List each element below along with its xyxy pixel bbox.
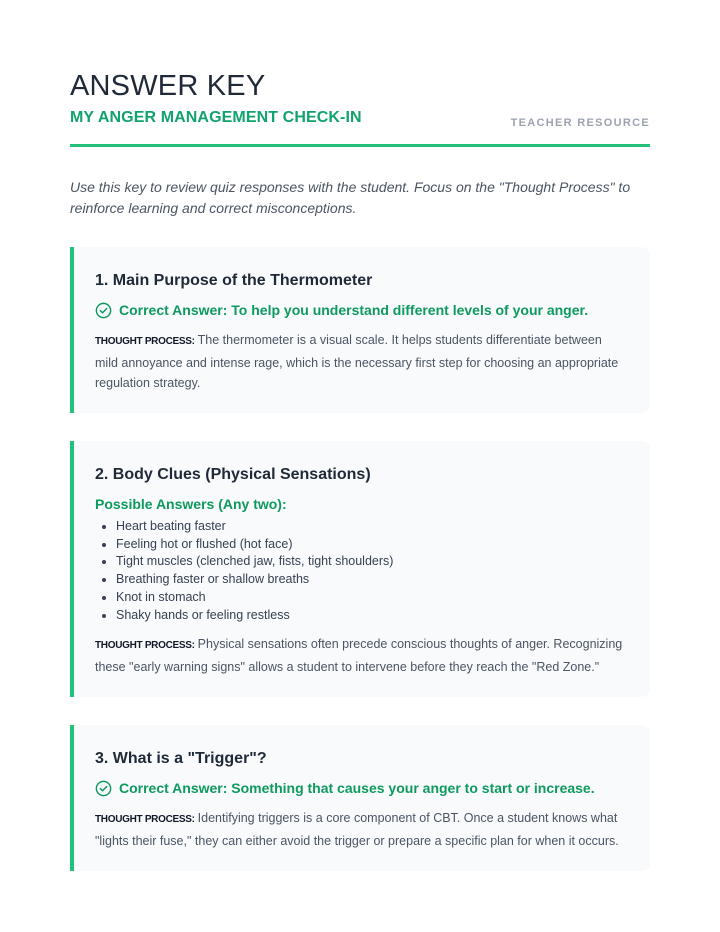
question-card-2 <box>70 441 650 697</box>
resource-tag: TEACHER RESOURCE <box>510 117 650 129</box>
correct-answer <box>95 301 588 319</box>
page-title: ANSWER KEY <box>70 70 266 102</box>
possible-answers-label: Possible Answers (Any two): <box>95 496 287 512</box>
thought-process-label: THOUGHT PROCESS: <box>95 336 195 347</box>
question-title: 2. Body Clues (Physical Sensations) <box>95 466 371 483</box>
page-subtitle: MY ANGER MANAGEMENT CHECK-IN <box>70 109 362 126</box>
thought-process-text: Identifying triggers is a core component of CBT. Once a student knows what "lights their fuse," they can either avoid the trigger or prepare a specific plan for when it occurs. <box>95 811 619 848</box>
thought-process-label: THOUGHT PROCESS: <box>95 814 195 825</box>
list-item: Breathing faster or shallow breaths <box>95 571 625 589</box>
check-circle-icon <box>95 302 112 319</box>
body-clues-list <box>95 518 625 624</box>
check-circle-icon <box>95 780 112 797</box>
thought-process <box>95 808 625 851</box>
question-card-1 <box>70 247 650 413</box>
correct-answer-text: Correct Answer: To help you understand different levels of your anger. <box>119 302 589 318</box>
thought-process-text: The thermometer is a visual scale. It helps students differentiate between mild annoyance and intense rage, which is the necessary first step for choosing an appropriate regulation strategy. <box>95 333 619 390</box>
correct-answer-text: Correct Answer: Something that causes your anger to start or increase. <box>119 780 595 796</box>
question-title: 3. What is a "Trigger"? <box>95 750 267 767</box>
list-item: Feeling hot or flushed (hot face) <box>95 536 625 554</box>
list-item: Knot in stomach <box>95 589 625 607</box>
list-item: Heart beating faster <box>95 518 625 536</box>
thought-process-text: Physical sensations often precede conscious thoughts of anger. Recognizing these "early warning signs" allows a student to intervene before they reach the "Red Zone." <box>95 637 623 674</box>
question-card-3 <box>70 725 650 871</box>
header-divider <box>70 144 650 147</box>
list-item: Shaky hands or feeling restless <box>95 607 625 625</box>
question-title: 1. Main Purpose of the Thermometer <box>95 272 373 289</box>
thought-process <box>95 634 625 677</box>
correct-answer <box>95 779 595 797</box>
list-item: Tight muscles (clenched jaw, fists, tight shoulders) <box>95 553 625 571</box>
thought-process <box>95 330 625 394</box>
thought-process-label: THOUGHT PROCESS: <box>95 640 195 651</box>
intro-text: Use this key to review quiz responses with the student. Focus on the "Thought Process" to reinforce learning and correct misconceptions. <box>70 179 631 216</box>
